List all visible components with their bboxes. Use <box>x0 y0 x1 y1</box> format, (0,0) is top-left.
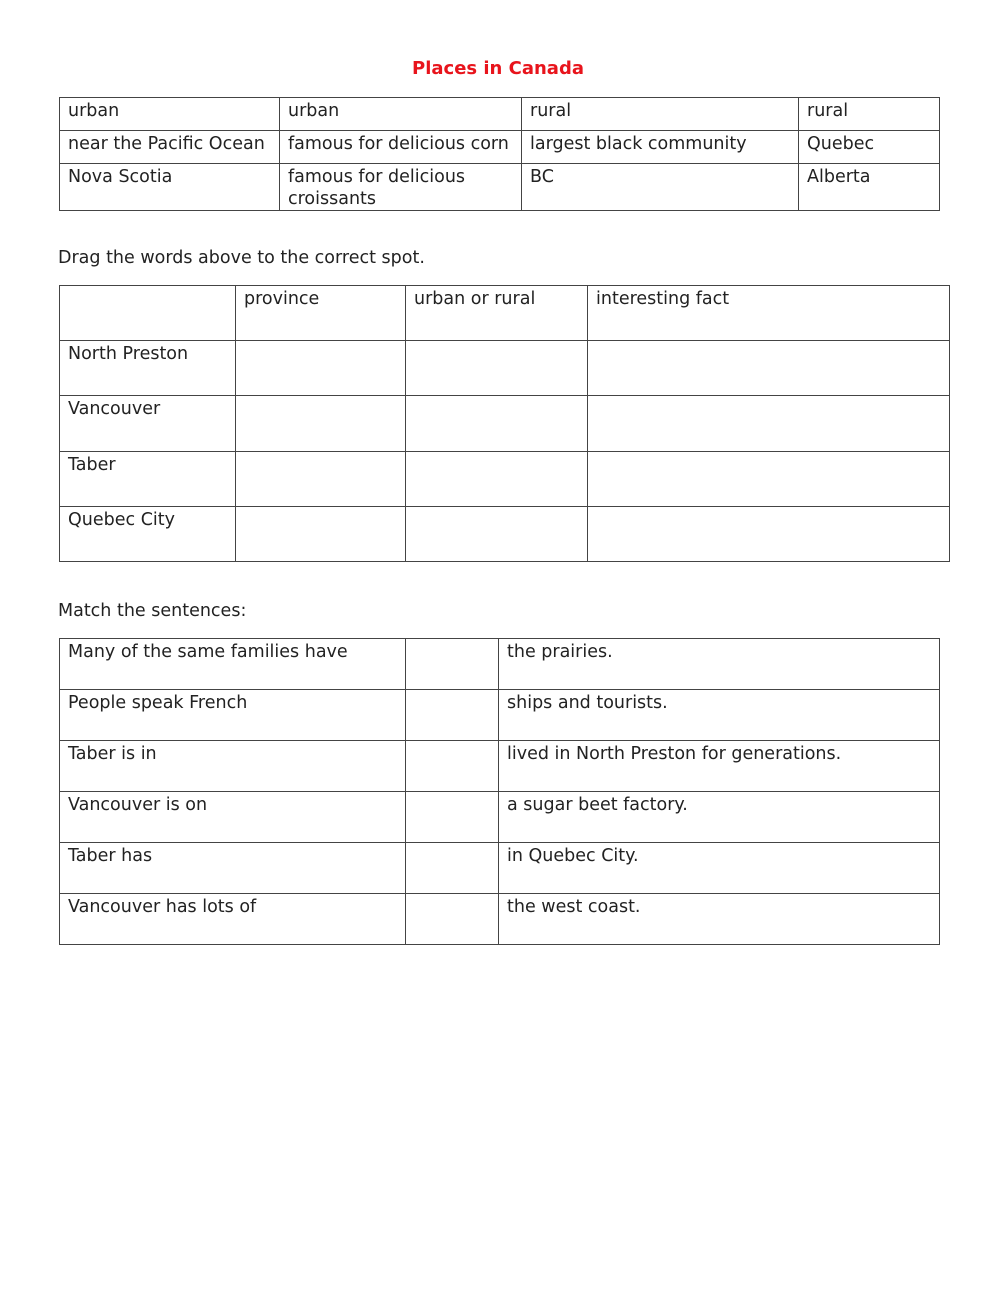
drop-zone-fact[interactable] <box>588 507 950 562</box>
place-name: Quebec City <box>60 507 236 562</box>
sentence-end[interactable]: a sugar beet factory. <box>499 792 940 843</box>
sentence-end[interactable]: ships and tourists. <box>499 690 940 741</box>
places-header-province: province <box>236 286 406 341</box>
word-chip[interactable]: famous for delicious corn <box>280 131 522 164</box>
drop-zone-province[interactable] <box>236 452 406 507</box>
word-chip[interactable]: urban <box>60 98 280 131</box>
match-drop-zone[interactable] <box>406 792 499 843</box>
word-chip[interactable]: Alberta <box>799 164 940 211</box>
sentence-start: People speak French <box>60 690 406 741</box>
word-chip[interactable]: near the Pacific Ocean <box>60 131 280 164</box>
sentence-end[interactable]: the prairies. <box>499 639 940 690</box>
instruction-drag: Drag the words above to the correct spot. <box>58 248 425 268</box>
page-title: Places in Canada <box>412 58 584 79</box>
match-drop-zone[interactable] <box>406 741 499 792</box>
word-chip[interactable]: famous for delicious croissants <box>280 164 522 211</box>
drop-zone-urban-rural[interactable] <box>406 507 588 562</box>
sentence-end[interactable]: lived in North Preston for generations. <box>499 741 940 792</box>
word-chip[interactable]: largest black community <box>522 131 799 164</box>
drop-zone-province[interactable] <box>236 396 406 452</box>
match-drop-zone[interactable] <box>406 690 499 741</box>
match-table <box>59 638 940 945</box>
sentence-start: Vancouver has lots of <box>60 894 406 945</box>
sentence-start: Taber is in <box>60 741 406 792</box>
drop-zone-fact[interactable] <box>588 341 950 396</box>
sentence-start: Vancouver is on <box>60 792 406 843</box>
drop-zone-urban-rural[interactable] <box>406 341 588 396</box>
drop-zone-urban-rural[interactable] <box>406 396 588 452</box>
place-name: Vancouver <box>60 396 236 452</box>
match-drop-zone[interactable] <box>406 894 499 945</box>
place-name: North Preston <box>60 341 236 396</box>
match-drop-zone[interactable] <box>406 843 499 894</box>
sentence-end[interactable]: in Quebec City. <box>499 843 940 894</box>
places-header-blank <box>60 286 236 341</box>
drop-zone-province[interactable] <box>236 507 406 562</box>
instruction-match: Match the sentences: <box>58 601 247 621</box>
match-drop-zone[interactable] <box>406 639 499 690</box>
word-chip[interactable]: rural <box>522 98 799 131</box>
drop-zone-province[interactable] <box>236 341 406 396</box>
places-table <box>59 285 950 562</box>
word-chip[interactable]: Nova Scotia <box>60 164 280 211</box>
places-header-urban-rural: urban or rural <box>406 286 588 341</box>
word-chip[interactable]: urban <box>280 98 522 131</box>
drop-zone-fact[interactable] <box>588 452 950 507</box>
drop-zone-urban-rural[interactable] <box>406 452 588 507</box>
word-chip[interactable]: rural <box>799 98 940 131</box>
place-name: Taber <box>60 452 236 507</box>
drop-zone-fact[interactable] <box>588 396 950 452</box>
sentence-start: Many of the same families have <box>60 639 406 690</box>
sentence-end[interactable]: the west coast. <box>499 894 940 945</box>
word-chip[interactable]: Quebec <box>799 131 940 164</box>
word-chip[interactable]: BC <box>522 164 799 211</box>
places-header-fact: interesting fact <box>588 286 950 341</box>
word-bank-table <box>59 97 940 211</box>
sentence-start: Taber has <box>60 843 406 894</box>
